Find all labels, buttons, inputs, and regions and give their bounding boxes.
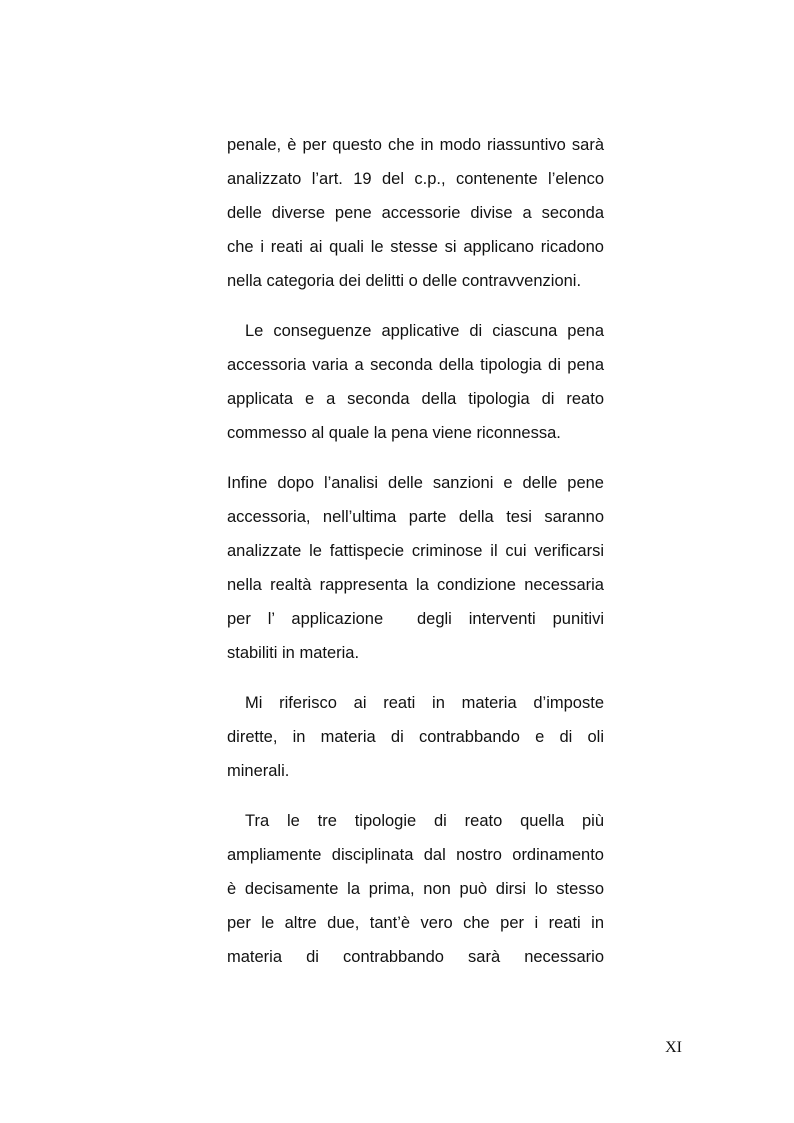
paragraph-1 [227,128,604,298]
text-line: materia di contrabbando sarà necessario [227,948,604,966]
text-line: nella realtà rappresenta la condizione necessaria [227,576,604,594]
text-line: Mi riferisco ai reati in materia d’imposte [245,694,604,712]
text-line: ampliamente disciplinata dal nostro ordinamento [227,846,604,864]
text-line: delle diverse pene accessorie divise a seconda [227,204,604,222]
text-line: minerali. [227,762,290,780]
text-line: per le altre due, tant’è vero che per i reati in [227,914,604,932]
text-line: analizzate le fattispecie criminose il cui verificarsi [227,542,604,560]
paragraph-4 [227,686,604,788]
text-line: per l’ applicazione degli interventi punitivi [227,610,604,628]
text-line: Le conseguenze applicative di ciascuna pena [245,322,604,340]
text-line: accessoria, nell’ultima parte della tesi saranno [227,508,604,526]
text-line: stabiliti in materia. [227,644,360,662]
page-number: XI [665,1039,682,1056]
text-line: analizzato l’art. 19 del c.p., contenente l’elenco [227,170,604,188]
paragraph-3 [227,466,604,670]
paragraph-5 [227,804,604,974]
text-line: nella categoria dei delitti o delle contravvenzioni. [227,272,582,290]
paragraph-2 [227,314,604,450]
text-line: dirette, in materia di contrabbando e di oli [227,728,604,746]
text-line: accessoria varia a seconda della tipologia di pena [227,356,604,374]
text-line: che i reati ai quali le stesse si applicano ricadono [227,238,604,256]
text-line: Tra le tre tipologie di reato quella più [245,812,604,830]
text-line: è decisamente la prima, non può dirsi lo stesso [227,880,604,898]
text-line: penale, è per questo che in modo riassuntivo sarà [227,136,604,154]
text-line: Infine dopo l’analisi delle sanzioni e delle pene [227,474,604,492]
body-text [227,128,604,974]
text-line: commesso al quale la pena viene riconnessa. [227,424,561,442]
text-line: applicata e a seconda della tipologia di reato [227,390,604,408]
